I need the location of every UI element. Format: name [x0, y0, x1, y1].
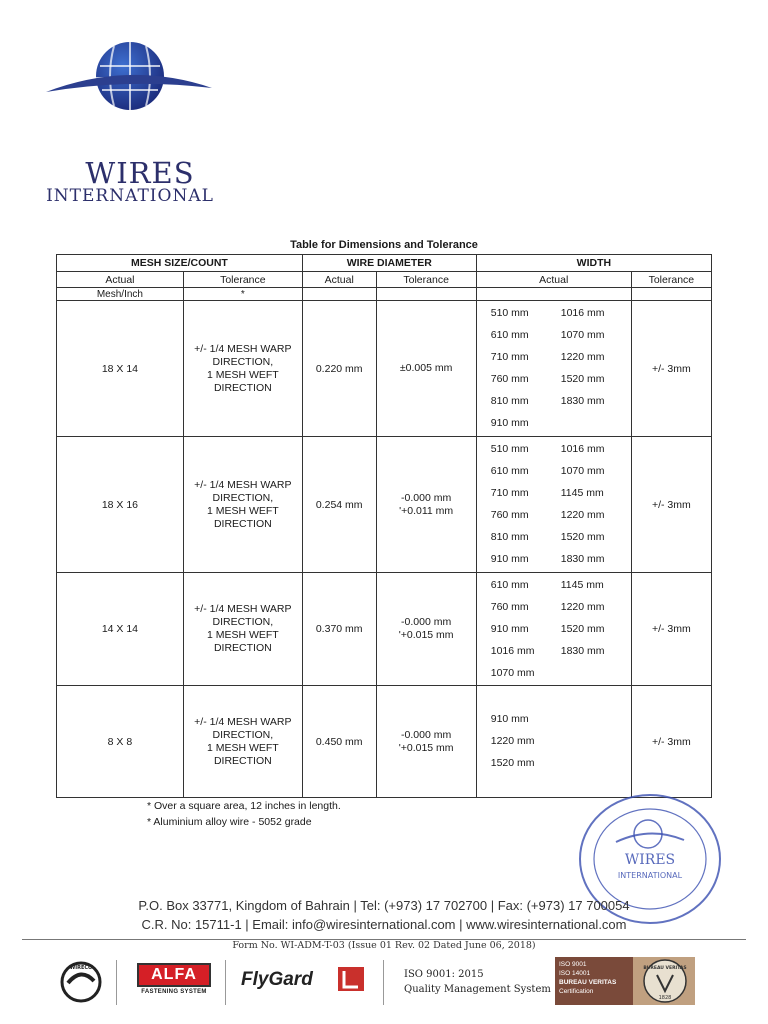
- group-header-wire: WIRE DIAMETER: [302, 255, 476, 272]
- width-value: 1145 mm: [560, 578, 604, 591]
- bv-line: ISO 14001: [559, 970, 591, 977]
- mesh-tolerance: [183, 686, 302, 798]
- width-tolerance: +/- 3mm: [631, 573, 711, 686]
- globe-icon: [40, 38, 230, 158]
- wireco-text: WIRECO: [69, 965, 93, 971]
- table-row: [57, 686, 712, 798]
- bv-line: Certification: [559, 988, 594, 995]
- width-value: [561, 667, 631, 680]
- subheader-mesh-actual: Actual: [57, 272, 184, 288]
- group-header-mesh: MESH SIZE/COUNT: [57, 255, 303, 272]
- width-values: [476, 437, 631, 573]
- mesh-count: 8 X 8: [57, 686, 184, 798]
- table-title: Table for Dimensions and Tolerance: [290, 239, 478, 251]
- mesh-tolerance-line: DIRECTION: [213, 381, 272, 394]
- stamp-title: WIRES: [624, 852, 676, 868]
- width-value: 1520 mm: [560, 373, 605, 385]
- width-value: 1145 mm: [560, 487, 604, 499]
- width-value: 1520 mm: [560, 531, 605, 543]
- width-value: 910 mm: [490, 553, 529, 565]
- width-value: 810 mm: [490, 531, 529, 543]
- table-row: [57, 301, 712, 437]
- width-value: 1070 mm: [490, 666, 535, 679]
- unit-mesh-per-inch: Mesh/Inch: [57, 288, 184, 301]
- width-value: 510 mm: [490, 443, 529, 455]
- wire-tolerance-line: -0.000 mm: [401, 728, 452, 741]
- width-value: 1830 mm: [560, 644, 605, 657]
- footer-address: [0, 896, 768, 934]
- width-values: [476, 301, 631, 437]
- width-value: 710 mm: [490, 487, 529, 499]
- mesh-tolerance-line: +/- 1/4 MESH WARP: [194, 478, 292, 491]
- width-value: 1830 mm: [560, 553, 605, 565]
- mesh-tolerance-line: 1 MESH WEFT: [206, 504, 279, 517]
- mesh-count: 18 X 14: [57, 301, 184, 437]
- form-number: [0, 935, 768, 953]
- subheader-width-tolerance: Tolerance: [631, 272, 711, 288]
- width-value: 610 mm: [490, 578, 529, 591]
- width-tolerance: +/- 3mm: [631, 437, 711, 573]
- logo-word-wires: WIRES: [85, 156, 195, 190]
- mesh-tolerance-line: 1 MESH WEFT: [206, 629, 279, 641]
- width-tolerance: +/- 3mm: [631, 301, 711, 437]
- mesh-tolerance-line: DIRECTION,: [212, 491, 274, 504]
- flygard-logo: FlyGard: [241, 969, 313, 990]
- wire-diameter: 0.254 mm: [302, 437, 376, 573]
- width-value: 610 mm: [490, 465, 529, 477]
- table-row: [57, 573, 712, 686]
- wire-tolerance-line: -0.000 mm: [401, 491, 452, 504]
- bv-seal-name: BUREAU VERITAS: [643, 966, 687, 971]
- width-values: [476, 573, 631, 686]
- mesh-tolerance-line: DIRECTION: [213, 642, 272, 654]
- wire-tolerance-line: -0.000 mm: [401, 616, 452, 628]
- alfa-logo: [137, 963, 211, 995]
- width-value: [561, 417, 631, 430]
- alfa-name: ALFA: [137, 963, 211, 987]
- mesh-count: 14 X 14: [57, 573, 184, 686]
- width-value: 1220 mm: [560, 509, 605, 521]
- footnote: * Over a square area, 12 inches in length.: [147, 800, 341, 812]
- iso-system: Quality Management System: [404, 984, 551, 995]
- mesh-tolerance-line: DIRECTION: [213, 517, 272, 530]
- width-value: 1016 mm: [490, 644, 535, 657]
- mesh-tolerance-line: DIRECTION,: [212, 355, 274, 368]
- form-number-text: Form No. WI-ADM-T-03 (Issue 01 Rev. 02 Dated June 06, 2018): [226, 940, 541, 951]
- width-value: 1016 mm: [560, 443, 605, 455]
- mesh-tolerance-line: 1 MESH WEFT: [206, 368, 279, 381]
- wire-tolerance: [376, 686, 476, 798]
- mesh-tolerance-line: +/- 1/4 MESH WARP: [194, 342, 292, 355]
- width-tolerance: +/- 3mm: [631, 686, 711, 798]
- mesh-tolerance: [183, 437, 302, 573]
- stamp-subtitle: INTERNATIONAL: [617, 871, 683, 880]
- group-header-width: WIDTH: [476, 255, 711, 272]
- width-value: 910 mm: [490, 713, 529, 725]
- iso-standard: ISO 9001: 2015: [404, 969, 484, 980]
- width-values: [476, 686, 631, 798]
- bv-line: BUREAU VERITAS: [559, 979, 617, 986]
- width-value: 910 mm: [490, 622, 529, 635]
- width-value: [561, 713, 631, 726]
- footnotes: [147, 798, 341, 830]
- width-value: 760 mm: [490, 373, 529, 385]
- width-value: 1520 mm: [490, 757, 535, 769]
- width-value: 1220 mm: [560, 351, 605, 363]
- mesh-count: 18 X 16: [57, 437, 184, 573]
- wire-diameter: 0.450 mm: [302, 686, 376, 798]
- logo-word-international: INTERNATIONAL: [46, 186, 214, 206]
- mesh-tolerance-line: DIRECTION,: [212, 728, 274, 741]
- alfa-subtitle: FASTENING SYSTEM: [141, 989, 207, 995]
- mesh-tolerance: [183, 573, 302, 686]
- mesh-tolerance: [183, 301, 302, 437]
- subheader-wire-tolerance: Tolerance: [376, 272, 476, 288]
- width-value: 1070 mm: [560, 329, 605, 341]
- flygard-mark-icon: [336, 963, 366, 993]
- iso-certification: [404, 967, 551, 997]
- brand-divider: [383, 960, 384, 1005]
- subheader-width-actual: Actual: [476, 272, 631, 288]
- wire-tolerance: [376, 301, 476, 437]
- width-value: 760 mm: [490, 509, 529, 521]
- width-value: 510 mm: [490, 307, 529, 319]
- width-value: 1520 mm: [560, 622, 605, 635]
- footnote: * Aluminium alloy wire - 5052 grade: [147, 816, 312, 828]
- wire-diameter: 0.220 mm: [302, 301, 376, 437]
- width-value: 1220 mm: [490, 735, 535, 747]
- company-logo: [40, 38, 230, 206]
- bv-text-block: [555, 957, 633, 1005]
- mesh-tolerance-line: +/- 1/4 MESH WARP: [194, 603, 292, 615]
- table-row: [57, 437, 712, 573]
- mesh-tolerance-line: 1 MESH WEFT: [206, 741, 279, 754]
- width-value: 810 mm: [490, 395, 529, 407]
- mesh-tolerance-line: DIRECTION,: [212, 616, 274, 628]
- bv-seal-year: 1828: [658, 995, 672, 1001]
- mesh-tolerance-line: +/- 1/4 MESH WARP: [194, 715, 292, 728]
- width-value: 1070 mm: [560, 465, 605, 477]
- wire-diameter: 0.370 mm: [302, 573, 376, 686]
- width-value: 910 mm: [490, 417, 529, 429]
- bv-seal-icon: [635, 957, 695, 1005]
- footer-line-contact: P.O. Box 33771, Kingdom of Bahrain | Tel: (+973) 17 702700 | Fax: (+973) 17 700054: [138, 898, 630, 913]
- subheader-mesh-tolerance: Tolerance: [183, 272, 302, 288]
- subheader-wire-actual: Actual: [302, 272, 376, 288]
- width-value: [561, 735, 631, 748]
- wire-tolerance-line: ±0.005 mm: [399, 362, 453, 374]
- wire-tolerance: [376, 573, 476, 686]
- wire-tolerance: [376, 437, 476, 573]
- bv-line: ISO 9001: [559, 961, 587, 968]
- wire-tolerance-line: '+0.015 mm: [398, 629, 454, 641]
- width-value: 760 mm: [490, 600, 529, 613]
- width-value: 610 mm: [490, 329, 529, 341]
- wire-tolerance-line: '+0.011 mm: [399, 504, 454, 517]
- footer-line-registration: C.R. No: 15711-1 | Email: info@wiresinternational.com | www.wiresinternational.com: [141, 917, 627, 932]
- wire-tolerance-line: '+0.015 mm: [398, 741, 454, 754]
- width-value: 1016 mm: [560, 307, 605, 319]
- width-value: 710 mm: [490, 351, 529, 363]
- brand-strip: [0, 955, 768, 1010]
- bureau-veritas-badge: [555, 957, 695, 1005]
- width-value: 1220 mm: [560, 600, 605, 613]
- dimensions-table: [56, 254, 712, 798]
- brand-divider: [116, 960, 117, 1005]
- wireco-logo: [60, 961, 102, 1003]
- unit-footnote-marker: *: [183, 288, 302, 301]
- width-value: [561, 757, 631, 770]
- width-value: 1830 mm: [560, 395, 605, 407]
- mesh-tolerance-line: DIRECTION: [213, 754, 272, 767]
- brand-divider: [225, 960, 226, 1005]
